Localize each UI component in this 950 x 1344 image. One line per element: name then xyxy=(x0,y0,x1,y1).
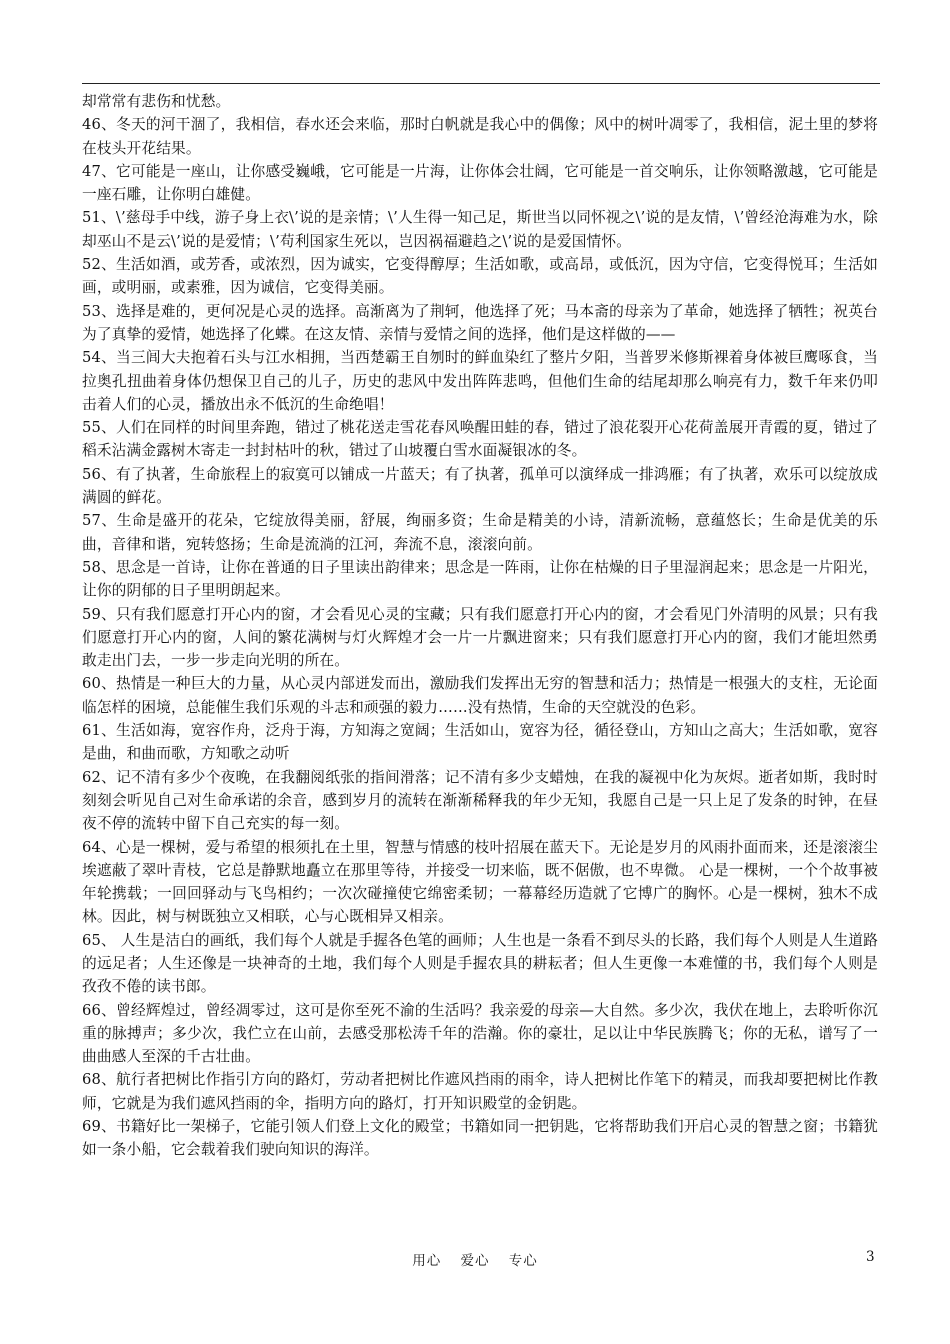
paragraph: 51、\’慈母手中线，游子身上衣\’说的是亲情；\’人生得一知己足，斯世当以同怀视之\’说的是友情，\’曾经沧海难为水，除却巫山不是云\’说的是爱情；\’苟利国家生死以，岂因祸福避趋之\’说的是爱国情怀。 xyxy=(82,209,878,250)
footer-slogan-middle: 爱心 xyxy=(460,1253,490,1269)
page-number: 3 xyxy=(866,1249,875,1265)
paragraph: 64、心是一棵树，爱与希望的根须扎在土里，智慧与情感的枝叶招展在蓝天下。无论是岁月的风雨扑面而来，还是滚滚尘埃遮蔽了翠叶青枝，它总是静默地矗立在那里等待，并接受一切来临，既不倨傲，也不卑微。 心是一棵树，一个个故事被年轮携载；一回回驿动与飞鸟相约；一次次碰撞使它绵密柔韧；一幕幕经历造就了它博广的胸怀。心是一棵树，独木不成林。因此，树与树既独立又相联，心与心既相异又相亲。 xyxy=(82,838,878,926)
footer-slogan-right: 专心 xyxy=(508,1253,538,1269)
paragraph: 68、航行者把树比作指引方向的路灯，劳动者把树比作遮风挡雨的雨伞，诗人把树比作笔下的精灵，而我却要把树比作教师，它就是为我们遮风挡雨的伞，指明方向的路灯，打开知识殿堂的金钥匙。 xyxy=(82,1071,878,1112)
paragraph: 56、有了执著，生命旅程上的寂寞可以铺成一片蓝天；有了执著，孤单可以演绎成一排鸿雁；有了执著，欢乐可以绽放成满圆的鲜花。 xyxy=(82,465,878,507)
paragraph: 54、当三闾大夫抱着石头与江水相拥，当西楚霸王自刎时的鲜血染红了整片夕阳，当普罗米修斯裸着身体被巨鹰啄食，当拉奥孔扭曲着身体仍想保卫自己的儿子，历史的悲风中发出阵阵悲鸣，但他们生命的结尾却那么响亮有力，数千年来仍叩击着人们的心灵，播放出永不低沉的生命绝唱！ xyxy=(82,349,878,413)
paragraph: 58、思念是一首诗，让你在普通的日子里读出韵律来；思念是一阵雨，让你在枯燥的日子里湿润起来；思念是一片阳光，让你的阴郁的日子里明朗起来。 xyxy=(82,558,878,600)
paragraph: 59、只有我们愿意打开心内的窗，才会看见心灵的宝藏；只有我们愿意打开心内的窗，才会看见门外清明的风景；只有我们愿意打开心内的窗，人间的繁花满树与灯火辉煌才会一片一片飘进窗来；只有我们愿意打开心内的窗，我们才能坦然勇敢走出门去，一步一步走向光明的所在。 xyxy=(82,605,878,670)
paragraph: 46、冬天的河干涸了，我相信，春水还会来临，那时白帆就是我心中的偶像；风中的树叶凋零了，我相信，泥土里的梦将在枝头开花结果。 xyxy=(82,116,878,157)
paragraph: 60、热情是一种巨大的力量，从心灵内部迸发而出，激励我们发挥出无穷的智慧和活力；热情是一根强大的支柱，无论面临怎样的困境，总能催生我们乐观的斗志和顽强的毅力……没有热情，生命的天空就没的色彩。 xyxy=(82,675,878,716)
paragraph: 47、它可能是一座山，让你感受巍峨，它可能是一片海，让你体会壮阔，它可能是一首交响乐，让你领略激越，它可能是一座石雕，让你明白雄健。 xyxy=(82,162,878,204)
paragraph: 69、书籍好比一架梯子，它能引领人们登上文化的殿堂；书籍如同一把钥匙，它将帮助我们开启心灵的智慧之窗；书籍犹如一条小船，它会载着我们驶向知识的海洋。 xyxy=(82,1118,878,1159)
footer-slogan-left: 用心 xyxy=(412,1253,442,1269)
paragraph: 53、选择是难的，更何况是心灵的选择。高渐离为了荆轲，他选择了死；马本斋的母亲为了革命，她选择了牺牲；祝英台为了真挚的爱情，她选择了化蝶。在这友情、亲情与爱情之间的选择，他们是这样做的—— xyxy=(82,302,878,343)
footer-slogan xyxy=(0,1249,950,1269)
paragraph: 62、记不清有多少个夜晚，在我翻阅纸张的指间滑落；记不清有多少支蜡烛，在我的凝视中化为灰烬。逝者如斯，我时时刻刻会听见自己对生命承诺的余音，感到岁月的流转在渐渐稀释我的年少无知，我愿自己是一只上足了发条的时钟，在昼夜不停的流转中留下自己充实的每一刻。 xyxy=(82,768,878,833)
paragraph: 66、曾经辉煌过，曾经凋零过，这可是你至死不渝的生活吗？我亲爱的母亲—大自然。多少次，我伏在地上，去聆听你沉重的脉搏声；多少次，我伫立在山前，去感受那松涛千年的浩瀚。你的豪壮，足以让中华民族腾飞；你的无私，谱写了一曲曲感人至深的千古壮曲。 xyxy=(82,1001,878,1066)
body-text xyxy=(82,90,878,1162)
paragraph: 却常常有悲伤和忧愁。 xyxy=(82,93,231,110)
paragraph: 65、 人生是洁白的画纸，我们每个人就是手握各色笔的画师；人生也是一条看不到尽头的长路，我们每个人则是人生道路的远足者；人生还像是一块神奇的土地，我们每个人则是手握农具的耕耘者；但人生更像一本难懂的书，我们每个人则是孜孜不倦的读书郎。 xyxy=(82,931,878,996)
paragraph: 52、生活如酒，或芳香，或浓烈，因为诚实，它变得醇厚；生活如歌，或高昂，或低沉，因为守信，它变得悦耳；生活如画，或明丽，或素雅，因为诚信，它变得美丽。 xyxy=(82,256,878,297)
header-rule xyxy=(82,83,880,84)
paragraph: 55、人们在同样的时间里奔跑，错过了桃花送走雪花春风唤醒田蛙的春，错过了浪花裂开心花荷盖展开青霞的夏，错过了稻禾沾满金露树木寄走一封封枯叶的秋，错过了山坡覆白雪水面凝银冰的冬。 xyxy=(82,419,878,460)
paragraph: 57、生命是盛开的花朵，它绽放得美丽，舒展，绚丽多资；生命是精美的小诗，清新流畅，意蕴悠长；生命是优美的乐曲，音律和谐，宛转悠扬；生命是流淌的江河，奔流不息，滚滚向前。 xyxy=(82,512,878,553)
paragraph: 61、生活如海，宽容作舟，泛舟于海，方知海之宽阔；生活如山，宽容为径，循径登山，方知山之高大；生活如歌，宽容是曲，和曲而歌，方知歌之动听 xyxy=(82,722,878,763)
